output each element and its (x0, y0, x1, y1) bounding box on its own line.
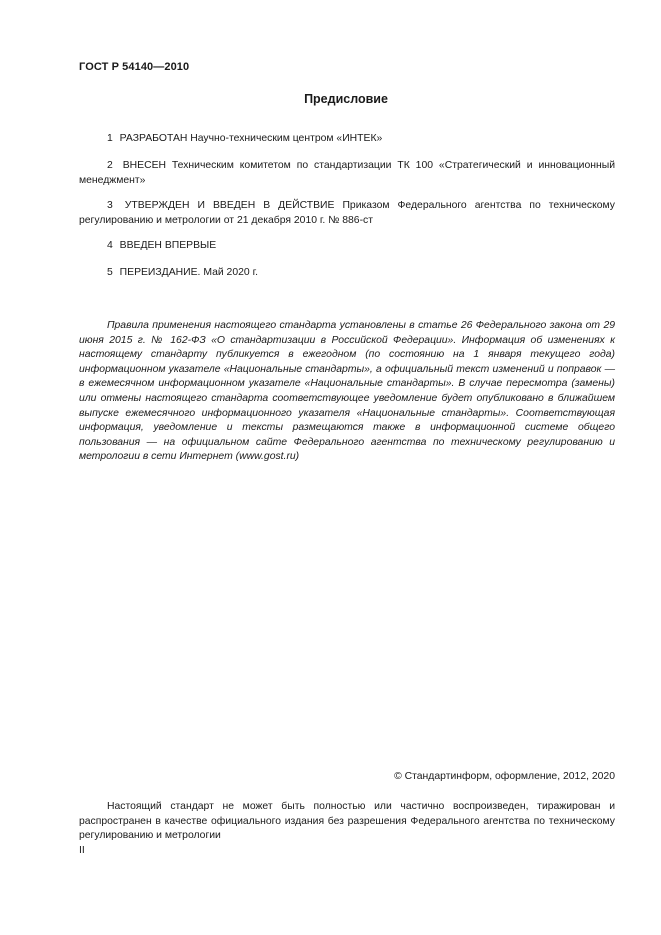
foreword-item (79, 159, 615, 188)
item-text: ПЕРЕИЗДАНИЕ. Май 2020 г. (119, 267, 258, 278)
application-notice: Правила применения настоящего стандарта установлены в статье 26 Федерального закона от 29 июня 2015 г. № 162-ФЗ «О стандартизации в Российской Федерации». Информация об изменениях к настоящему стандарту публикуется в ежегодном (по состоянию на 1 января текущего года) информационном указателе «Национальные стандарты», а официальный текст изменений и поправок — в ежемесячном информационном указателе «Национальные стандарты». В случае пересмотра (замены) или отмены настоящего стандарта соответствующее уведомление будет опубликовано в ближайшем выпуске ежемесячного информационного указателя «Национальные стандарты». Соответствующая информация, уведомление и тексты размещаются также в информационной системе общего пользования — на официальном сайте Федерального агентства по техническому регулированию и метрологии в сети Интернет (www.gost.ru) (79, 320, 615, 463)
item-number: 1 (107, 133, 113, 144)
copyright-line: © Стандартинформ, оформление, 2012, 2020 (394, 771, 615, 782)
item-text: РАЗРАБОТАН Научно-техническим центром «ИНТЕК» (119, 133, 383, 144)
page-number: II (79, 845, 85, 856)
foreword-item (79, 266, 615, 281)
reproduction-notice: Настоящий стандарт не может быть полностью или частично воспроизведен, тиражирован и распространен в качестве официального издания без разрешения Федерального агентства по техническому регулированию и метрологии (79, 801, 615, 842)
section-title: Предисловие (304, 92, 388, 106)
item-number: 5 (107, 267, 113, 278)
foreword-item (79, 239, 615, 254)
item-text: ВВЕДЕН ВПЕРВЫЕ (119, 240, 217, 251)
item-number: 3 (107, 200, 113, 211)
item-text: УТВЕРЖДЕН И ВВЕДЕН В ДЕЙСТВИЕ Приказом Федерального агентства по техническому регулированию и метрологии от 21 декабря 2010 г. № 886-ст (79, 200, 615, 226)
item-number: 4 (107, 240, 113, 251)
document-code: ГОСТ Р 54140—2010 (79, 61, 190, 73)
item-number: 2 (107, 160, 113, 171)
foreword-item (79, 132, 615, 147)
item-text: ВНЕСЕН Техническим комитетом по стандартизации ТК 100 «Стратегический и инновационный менеджмент» (79, 160, 615, 186)
foreword-item (79, 199, 615, 228)
